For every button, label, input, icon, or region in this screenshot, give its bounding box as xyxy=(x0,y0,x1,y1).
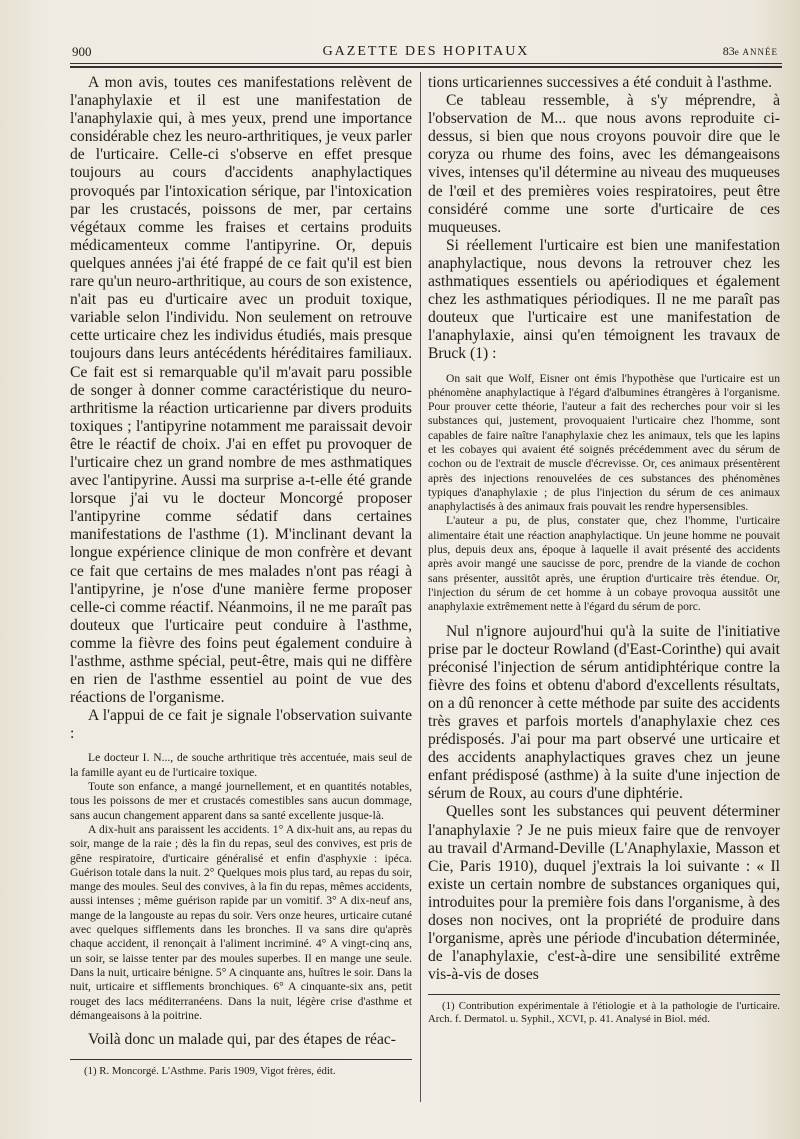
footnote-rule xyxy=(70,1059,412,1060)
paragraph: Si réellement l'urticaire est bien une manifestation anaphylactique, nous devons la retrouver chez les asthmatiques essentiels ou apériodiques et également chez les asthmatiques périodiques. Il ne me paraît pas douteux que l'urticaire est une manifestation de l'anaphylaxie, ainsi qu'en témoignent les travaux de Bruck (1) : xyxy=(428,236,780,363)
year-suffix: e ANNÉE xyxy=(734,47,778,57)
paragraph: Nul n'ignore aujourd'hui qu'à la suite de l'initiative prise par le docteur Rowland (d'East-Corinthe) qui avait préconisé l'injection de sérum antidiphtérique contre la fièvre des foins et obtenu d'abord d'excellents résultats, on a dû renoncer à cette méthode par suite des accidents très graves et parfois mortels d'anaphylaxie chez ces prédisposés. J'ai pour ma part observé une urticaire et des accidents anaphylactiques graves chez un jeune enfant prédisposé (asthme) à la suite d'une injection de sérum de Roux, au cours d'une diphtérie. xyxy=(428,622,780,803)
right-column xyxy=(428,74,780,1026)
quotation-text: L'auteur a pu, de plus, constater que, chez l'homme, l'urticaire alimentaire était une réaction anaphylactique. Un jeune homme ne pouvait plus, depuis deux ans, époque à laquelle il avait présenté des accidents après avoir mangé une saucisse de porc, prendre de la viande de cochon sans présenter, aussitôt après, une éruption d'urticaire très étendue. Or, l'injection du sérum de cet homme à un cobaye provoqua aussitôt une anaphylaxie extrêmement nette à l'égard du sérum de porc. xyxy=(428,514,780,614)
year-label xyxy=(723,44,778,59)
quotation-text: On sait que Wolf, Eisner ont émis l'hypothèse que l'urticaire est un phénomène anaphylactique à l'égard d'albumines étrangères à l'organisme. Pour prouver cette théorie, l'auteur a fait des recherches pour voir si les substances qui, justement, provoquaient l'urticaire chez l'homme, sont capables de faire naître l'anaphylaxie chez les animaux, tels que les lapins et les cobayes qui avaient été soignés précédemment avec du sérum de cochon ou de l'extrait de muscle d'écrevisse. Or, ces animaux présentèrent après des injections renouvelées de ces substances des phénomènes typiques d'anaphylaxie ; de plus l'injection du sérum de ces animaux anaphylactisés à des animaux frais pouvait les rendre hypersensibles. xyxy=(428,371,780,514)
journal-title: GAZETTE DES HOPITAUX xyxy=(322,44,530,59)
footnote: (1) R. Moncorgé. L'Asthme. Paris 1909, Vigot frères, édit. xyxy=(84,1065,336,1078)
footnote: (1) Contribution expérimentale à l'étiologie et à la pathologie de l'urticaire. Arch. f. Dermatol. u. Syphil., XCVI, p. 41. Analysé in Biol. méd. xyxy=(428,1000,780,1026)
paragraph: tions urticariennes successives a été conduit à l'asthme. xyxy=(428,74,773,91)
left-column xyxy=(70,74,412,1078)
year-number: 83 xyxy=(722,44,735,58)
footnote-rule xyxy=(428,994,780,995)
page-header xyxy=(70,44,782,62)
observation-text: Toute son enfance, a mangé journellement, et en quantités notables, tous les poissons de mer et crustacés comestibles sans aucun dommage, sans aucun changement apparent dans sa santé excellente jusque-là. xyxy=(70,780,412,822)
paragraph: Voilà donc un malade qui, par des étapes de réac- xyxy=(88,1031,396,1049)
observation-text: A dix-huit ans paraissent les accidents. 1° A dix-huit ans, au repas du soir, mange de la raie ; dès la fin du repas, seul des convives, est pris de gêne respiratoire, d'urticaire généralisé et enfin d'asphyxie : ipéca. Guérison totale dans la nuit. 2° Quelques mois plus tard, au repas du soir, mange des moules. Seul des convives, à la fin du repas, mêmes accidents, aussi intenses ; même guérison rapide par un vomitif. 3° A dix-neuf ans, mange de la langouste au repas du soir. Vers onze heures, urticaire cutané avec quelques sifflements dans les bronches. Il va sans dire qu'après chaque accident, il renonçait à l'aliment incriminé. 4° A vingt-cinq ans, un soir, se laisse tenter par des moules superbes. Il en mange une seule. Dans la nuit, urticaire bénigne. 5° A cinquante ans, huîtres le soir. Dans la nuit, urticaire et sifflements bronchiques. 6° A cinquante-six ans, petit rouget des lacs méditerranéens. Dans la nuit, légère crise d'asthme et démangeaisons à la poitrine. xyxy=(70,822,412,1022)
paragraph: A l'appui de ce fait je signale l'observation suivante : xyxy=(70,707,412,743)
observation-text: Le docteur I. N..., de souche arthritique très accentuée, mais seul de la famille ayant eu de l'urticaire toxique. xyxy=(70,751,412,779)
header-rule-thick xyxy=(70,66,782,68)
paragraph: Ce tableau ressemble, à s'y méprendre, à l'observation de M... que nous avons reproduite ci-dessus, si bien que nous croyons pouvoir dire que le coryza ou rhume des foins, avec les démangeaisons vives, intenses qu'il détermine au niveau des muqueuses de l'œil et des premières voies respiratoires, peut être considéré comme une sorte d'urticaire de ces muqueuses. xyxy=(428,92,780,236)
paragraph: A mon avis, toutes ces manifestations relèvent de l'anaphylaxie et il est une manifestation de l'anaphylaxie qui, à mes yeux, prend une importance considérable chez les neuro-arthritiques, je veux parler de l'urticaire. Celle-ci s'observe en effet presque toujours au cours d'accidents anaphylactiques provoqués par l'intoxication sérique, par l'intoxication par les crustacés, poissons de mer, par certains végétaux comme les fraises et certains produits médicamenteux comme l'antipyrine. Or, depuis quelques années j'ai été frappé de ce fait qu'il est bien rare qu'un neuro-arthritique, au cours de son existence, n'ait pas eu d'urticaire avec un produit toxique, variable selon l'individu. Non seulement on retrouve cette urticaire chez les individus étudiés, mais presque toujours dans leurs antécédents héréditaires familiaux. Ce fait est si remarquable qu'il m'avait paru possible de songer à donner comme caractéristique du neuro-arthritisme la réaction urticarienne par divers produits toxiques ; l'antipyrine notamment me paraissait devoir être le réactif de choix. J'ai en effet pu provoquer de l'urticaire chez un grand nombre de mes asthmatiques avec l'antipyrine. Aussi ma surprise a-t-elle été grande lorsque j'ai vu le docteur Moncorgé proposer l'antipyrine comme sédatif dans certaines manifestations de l'asthme (1). M'inclinant devant la longue expérience clinique de mon confrère et devant ce fait que certains de mes malades n'ont pas réagi à l'antipyrine, je n'ose d'une manière ferme proposer celle-ci comme réactif. Néanmoins, il ne me paraît pas douteux que l'urticaire peut conduire à l'asthme, comme la fièvre des foins peut également conduire à l'asthme, asthme spécial, peut-être, mais qui ne diffère en rien de l'asthme essentiel au point de vue des réactions de l'organisme. xyxy=(70,74,412,707)
header-rule-thin xyxy=(70,63,782,64)
paragraph: Quelles sont les substances qui peuvent déterminer l'anaphylaxie ? Je ne puis mieux faire que de renvoyer au travail d'Armand-Deville (L'Anaphylaxie, Masson et Cie, Paris 1910), duquel j'extrais la loi suivante : « Il existe un certain nombre de substances organiques qui, introduites pour la première fois dans l'organisme, à des doses non nocives, ont la propriété de produire dans l'organisme, après une période d'incubation déterminée, de l'anaphylaxie, c'est-à-dire une sensibilité extrême vis-à-vis de doses xyxy=(428,803,780,984)
page-number: 900 xyxy=(72,44,92,59)
column-divider xyxy=(420,72,421,1102)
